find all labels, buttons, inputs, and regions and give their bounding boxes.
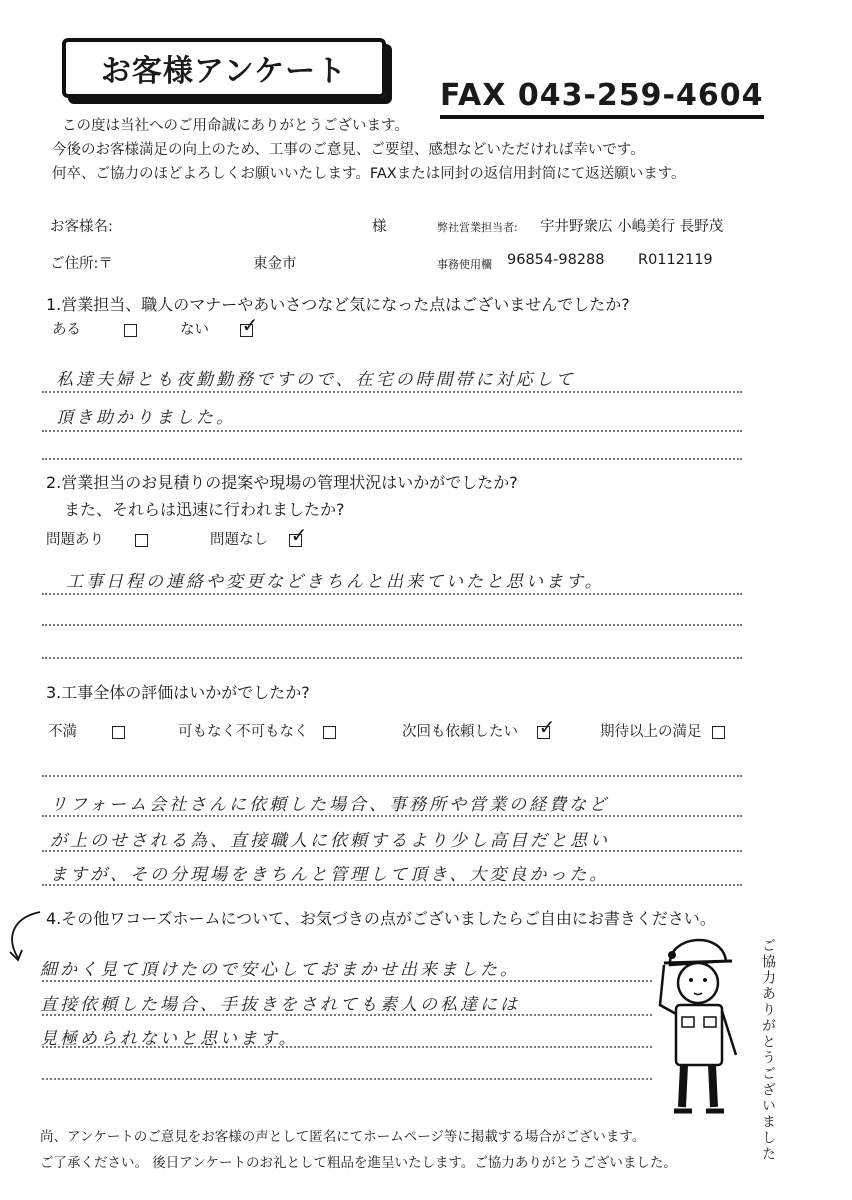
answer-line — [42, 593, 742, 595]
answer-line — [42, 657, 742, 659]
address-label: ご住所:〒 — [50, 256, 113, 272]
q3-option-1-checkbox[interactable] — [112, 726, 125, 739]
q1-question: 1.営業担当、職人のマナーやあいさつなど気になった点はございませんでしたか? — [46, 295, 630, 314]
office-numbers: 96854-98288 — [507, 252, 605, 268]
answer-line — [42, 775, 742, 777]
q3-option-2 — [178, 720, 336, 741]
q3-option-4-checkbox[interactable] — [712, 726, 725, 739]
answer-line — [42, 624, 742, 626]
q4-answer-line: 細かく見て頂けたので安心しておまかせ出来ました。 — [40, 960, 520, 980]
answer-line — [42, 884, 742, 886]
q3-answer-line: ますが、その分現場をきちんと管理して頂き、大変良かった。 — [50, 865, 610, 885]
q1-option-2-checkbox[interactable] — [240, 324, 253, 337]
answer-line — [42, 458, 742, 460]
answer-line — [42, 850, 742, 852]
q1-option-1-checkbox[interactable] — [124, 324, 137, 337]
q3-option-1-label: 不満 — [48, 724, 77, 740]
answer-line — [42, 1014, 652, 1016]
q2-option-2 — [210, 528, 302, 549]
q2-option-2-checkbox[interactable] — [289, 534, 302, 547]
q3-option-1 — [48, 720, 125, 741]
q2-question-sub: また、それらは迅速に行われましたか? — [64, 500, 345, 519]
q3-option-2-checkbox[interactable] — [323, 726, 336, 739]
q2-question: 2.営業担当のお見積りの提案や現場の管理状況はいかがでしたか? — [46, 473, 518, 492]
intro-text — [52, 114, 686, 186]
q3-option-4 — [600, 720, 725, 741]
q3-option-4-label: 期待以上の満足 — [600, 724, 702, 740]
footer-line: 尚、アンケートのご意見をお客様の声として匿名にてホームページ等に掲載する場合がございます。 — [40, 1129, 646, 1145]
honorific: 様 — [372, 219, 387, 235]
q1-answer-line: 頂き助かりました。 — [56, 408, 236, 428]
q1-option-2-label: ない — [180, 322, 209, 338]
q4-answer-line: 見極められないと思います。 — [40, 1029, 299, 1049]
staff-names: 宇井野衆広 小嶋美行 長野茂 — [540, 219, 724, 235]
q2-option-1 — [46, 528, 148, 549]
q2-option-1-checkbox[interactable] — [135, 534, 148, 547]
customer-name-label: お客様名: — [50, 219, 113, 235]
answer-line — [42, 1046, 652, 1048]
q3-option-3-checkbox[interactable] — [537, 726, 550, 739]
q2-answer-line: 工事日程の連絡や変更などきちんと出来ていたと思います。 — [66, 572, 605, 592]
q1-answer-line: 私達夫婦とも夜勤勤務ですので、在宅の時間帯に対応して — [56, 370, 576, 390]
answer-line — [42, 1078, 652, 1080]
q3-answer-line: が上のせされる為、直接職人に依頼するより少し高目だと思い — [50, 831, 610, 851]
answer-line — [42, 391, 742, 393]
q2-option-1-label: 問題あり — [46, 532, 104, 548]
q3-answer-line: リフォーム会社さんに依頼した場合、事務所や営業の経費など — [50, 795, 610, 815]
intro-line: 今後のお客様満足の向上のため、工事のご意見、ご要望、感想などいただければ幸いです。 — [52, 142, 645, 158]
answer-line — [42, 980, 652, 982]
worker-illustration — [650, 925, 750, 1120]
q3-option-3 — [402, 720, 550, 741]
q3-option-3-label: 次回も依頼したい — [402, 724, 518, 740]
q1-option-2 — [180, 318, 253, 339]
answer-line — [42, 815, 742, 817]
staff-label: 弊社営業担当者: — [437, 221, 518, 234]
q4-answer-line: 直接依頼した場合、手抜きをされても素人の私達には — [40, 995, 520, 1015]
arrow-icon — [4, 908, 44, 968]
footer-line: ご了承ください。 後日アンケートのお礼として粗品を進呈いたします。ご協力ありがとうございました。 — [40, 1155, 677, 1171]
intro-line: この度は当社へのご用命誠にありがとうございます。 — [62, 118, 409, 134]
q1-option-1 — [52, 318, 137, 339]
office-use-label: 事務使用欄 — [437, 258, 492, 271]
fax-number: FAX 043-259-4604 — [440, 78, 764, 119]
answer-line — [42, 430, 742, 432]
intro-line: 何卒、ご協力のほどよろしくお願いいたします。FAXまたは同封の返信用封筒にて返送願います。 — [52, 166, 686, 182]
q4-question: 4.その他ワコーズホームについて、お気づきの点がございましたらご自由にお書きください。 — [46, 909, 716, 928]
survey-title: お客様アンケート — [62, 38, 386, 98]
office-code: R0112119 — [638, 252, 713, 268]
q3-option-2-label: 可もなく不可もなく — [178, 724, 309, 740]
q3-question: 3.工事全体の評価はいかがでしたか? — [46, 683, 310, 702]
q1-option-1-label: ある — [52, 322, 81, 338]
footer-notice — [40, 1124, 677, 1176]
q2-option-2-label: 問題なし — [210, 532, 268, 548]
thanks-vertical-text: ご協力ありがとうございました — [760, 938, 776, 1162]
address-city: 東金市 — [253, 256, 297, 272]
